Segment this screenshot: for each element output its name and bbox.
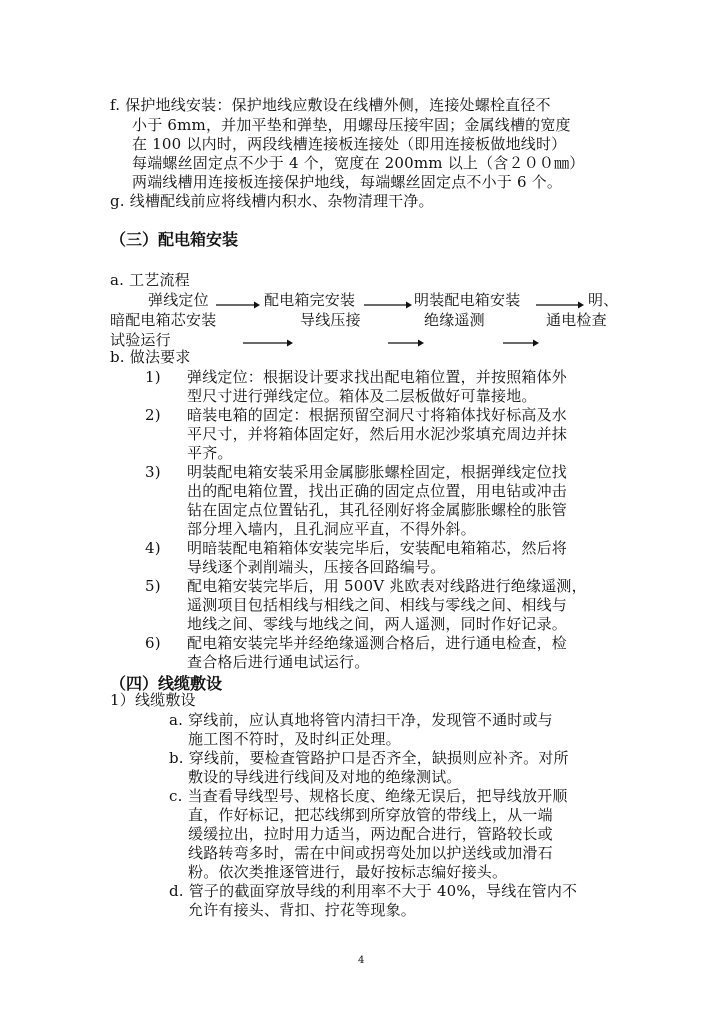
method-3-line-4: 部分埋入墙内，且孔洞应平直，不得外斜。	[187, 520, 476, 538]
method-2-number: 2)	[145, 406, 161, 424]
method-1-number: 1)	[145, 368, 161, 386]
process-label: a. 工艺流程	[110, 271, 190, 289]
method-6-line-1: 配电箱安装完毕并经绝缘遥测合格后，进行通电检查，检	[187, 634, 568, 652]
method-4-line-1: 明暗装配电箱箱体安装完毕后，安装配电箱箱芯，然后将	[187, 539, 568, 557]
flow-step-2: 配电箱完安装	[264, 291, 356, 309]
method-label: b. 做法要求	[110, 348, 191, 366]
method-3-number: 3)	[145, 463, 161, 481]
heading-section-4: （四）线缆敷设	[110, 674, 223, 693]
method-6-line-2: 查合格后进行通电试运行。	[187, 653, 370, 671]
heading-section-3: （三）配电箱安装	[110, 230, 239, 249]
cable-d-line-1: d. 管子的截面穿放导线的利用率不大于 40%，导线在管内不	[169, 882, 578, 900]
method-6-number: 6)	[145, 634, 161, 652]
section-g: g. 线槽配线前应将线槽内积水、杂物清理干净。	[110, 192, 434, 210]
flow-step-9: 试验运行	[110, 331, 171, 349]
flow-arrow-1	[216, 300, 260, 310]
cable-c-line-2: 直，作好标记，把芯线绑到所穿放管的带线上，从一端	[188, 806, 553, 824]
subheading-cable-laying: 1）线缆敷设	[110, 691, 196, 709]
method-5-line-2: 遥测项目包括相线与相线之间、相线与零线之间、相线与	[187, 596, 568, 614]
cable-a-line-1: a. 穿线前，应认真地将管内清扫干净，发现管不通时或与	[169, 711, 553, 729]
flow-arrow-5	[388, 338, 424, 348]
method-3-line-3: 钻在固定点位置钻孔，其孔径刚好将金属膨胀螺栓的胀管	[187, 501, 568, 519]
method-1-line-2: 型尺寸进行弹线定位。箱体及二层板做好可靠接地。	[187, 387, 537, 405]
section-f-line-2: 小于 6mm，并加平垫和弹垫，用螺母压接牢固；金属线槽的宽度	[132, 116, 571, 134]
method-2-line-1: 暗装电箱的固定：根据预留空洞尺寸将箱体找好标高及水	[187, 406, 568, 424]
method-3-line-1: 明装配电箱安装采用金属膨胀螺栓固定，根据弹线定位找	[187, 463, 568, 481]
flow-step-8: 通电检查	[546, 311, 607, 329]
method-4-line-2: 导线逐个剥削端头，压接各回路编号。	[187, 558, 446, 576]
cable-b-line-1: b. 穿线前，要检查管路护口是否齐全，缺损则应补齐。对所	[169, 749, 569, 767]
section-f-line-1: f. 保护地线安装：保护地线应敷设在线槽外侧，连接处螺栓直径不	[110, 96, 551, 114]
cable-c-line-3: 缓缓拉出，拉时用力适当，两边配合进行，管路较长或	[188, 825, 553, 843]
flow-step-7: 绝缘遥测	[424, 311, 485, 329]
flow-arrow-6	[503, 338, 539, 348]
flow-arrow-2	[364, 300, 412, 310]
method-5-number: 5)	[145, 577, 161, 595]
cable-c-line-4: 线路转弯多时，需在中间或拐弯处加以护送线或加滑石	[188, 844, 553, 862]
method-5-line-1: 配电箱安装完毕后，用 500V 兆欧表对线路进行绝缘遥测，	[187, 577, 587, 595]
flow-arrow-3	[536, 300, 584, 310]
cable-c-line-1: c. 当查看导线型号、规格长度、绝缘无误后，把导线放开顺	[169, 787, 568, 805]
cable-d-line-2: 允许有接头、背扣、拧花等现象。	[188, 901, 417, 919]
flow-step-1: 弹线定位	[148, 291, 209, 309]
flow-step-6: 导线压接	[300, 311, 361, 329]
flow-step-3: 明装配电箱安装	[414, 291, 521, 309]
method-4-number: 4)	[145, 539, 161, 557]
method-1-line-1: 弹线定位：根据设计要求找出配电箱位置，并按照箱体外	[187, 368, 568, 386]
cable-c-line-5: 粉。依次类推逐管进行，最好按标志编好接头。	[188, 863, 508, 881]
method-2-line-3: 平齐。	[187, 444, 233, 462]
flow-step-5: 暗配电箱芯安装	[110, 311, 217, 329]
section-f-line-3: 在 100 以内时，两段线槽连接板连接处（即用连接板做地线时）	[132, 135, 567, 153]
cable-a-line-2: 施工图不符时，及时纠正处理。	[188, 730, 401, 748]
cable-b-line-2: 敷设的导线进行线间及对地的绝缘测试。	[188, 768, 462, 786]
flow-step-4: 明、	[588, 291, 619, 309]
section-f-line-4: 每端螺丝固定点不少于 4 个，宽度在 200mm 以上（含２００㎜）	[132, 154, 585, 172]
page-number: 4	[358, 955, 365, 966]
section-f-line-5: 两端线槽用连接板连接保护地线，每端螺丝固定点不小于 6 个。	[132, 173, 563, 191]
method-3-line-2: 出的配电箱位置，找出正确的固定点位置，用电钻或冲击	[187, 482, 568, 500]
flow-arrow-4	[243, 338, 293, 348]
method-2-line-2: 平尺寸，并将箱体固定好，然后用水泥沙浆填充周边并抹	[187, 425, 568, 443]
method-5-line-3: 地线之间、零线与地线之间，两人遥测，同时作好记录。	[187, 615, 568, 633]
